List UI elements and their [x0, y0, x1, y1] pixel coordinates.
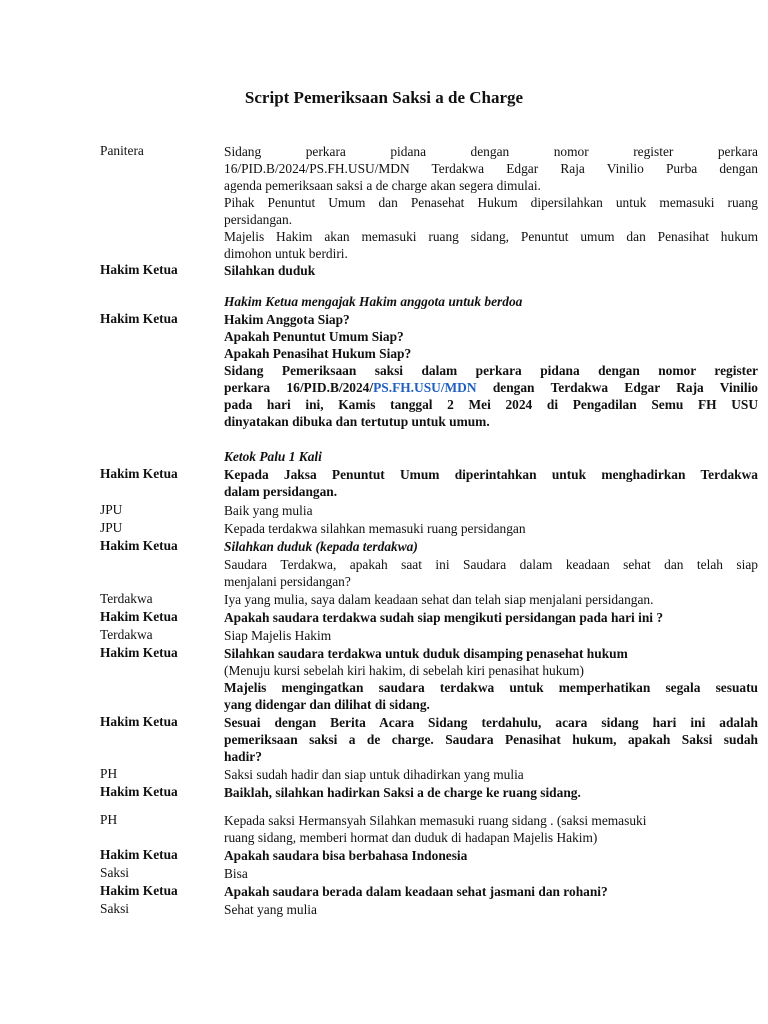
- dialogue-text: [224, 262, 758, 279]
- speaker-label: PH: [100, 766, 118, 781]
- case-number-suffix: dengan Terdakwa Edgar Raja Vinilio: [476, 380, 758, 395]
- speaker-label: Hakim Ketua: [100, 883, 178, 898]
- speaker-label: Hakim Ketua: [100, 466, 178, 481]
- case-number-link[interactable]: PS.FH.USU/MDN: [373, 380, 477, 395]
- dialogue-line: ruang sidang, memberi hormat dan duduk di hadapan Majelis Hakim): [224, 830, 598, 845]
- dialogue-text: [224, 591, 758, 608]
- speaker-label: Hakim Ketua: [100, 847, 178, 862]
- speaker-label: Hakim Ketua: [100, 262, 178, 277]
- speaker-label: PH: [100, 812, 118, 827]
- dialogue-line: Apakah saudara bisa berbahasa Indonesia: [224, 848, 468, 863]
- dialogue-text: [224, 311, 758, 430]
- dialogue-line: menjalani persidangan?: [224, 574, 351, 589]
- dialogue-text: [224, 901, 758, 918]
- speaker-label: JPU: [100, 520, 123, 535]
- dialogue-line: yang didengar dan dilihat di sidang.: [224, 697, 430, 712]
- dialogue-line: Sesuai dengan Berita Acara Sidang terdahulu, acara sidang hari ini adalah: [224, 715, 758, 730]
- dialogue-line: Pihak Penuntut Umum dan Penasehat Hukum dipersilahkan untuk memasuki ruang: [224, 195, 758, 210]
- stage-direction: [224, 293, 758, 310]
- dialogue-text: [224, 466, 758, 500]
- speaker-label: Hakim Ketua: [100, 609, 178, 624]
- speaker-label: Terdakwa: [100, 627, 153, 642]
- dialogue-text: [224, 627, 758, 644]
- dialogue-line: Siap Majelis Hakim: [224, 628, 332, 643]
- dialogue-line: Apakah Penasihat Hukum Siap?: [224, 346, 412, 361]
- dialogue-line: Silahkan saudara terdakwa untuk duduk disamping penasehat hukum: [224, 646, 628, 661]
- dialogue-line: Baiklah, silahkan hadirkan Saksi a de charge ke ruang sidang.: [224, 785, 581, 800]
- dialogue-text: [224, 784, 758, 801]
- dialogue-text: [224, 883, 758, 900]
- dialogue-line: Iya yang mulia, saya dalam keadaan sehat dan telah siap menjalani persidangan.: [224, 592, 654, 607]
- dialogue-line: Kepada terdakwa silahkan memasuki ruang persidangan: [224, 521, 526, 536]
- dialogue-line: Saudara Terdakwa, apakah saat ini Saudara dalam keadaan sehat dan telah siap: [224, 557, 758, 572]
- dialogue-text: [224, 143, 758, 262]
- dialogue-text: [224, 538, 758, 590]
- dialogue-text: [224, 520, 758, 537]
- dialogue-line: Apakah saudara berada dalam keadaan sehat jasmani dan rohani?: [224, 884, 608, 899]
- dialogue-line: Ketok Palu 1 Kali: [224, 449, 322, 464]
- document-title: Script Pemeriksaan Saksi a de Charge: [244, 88, 524, 107]
- dialogue-line: Sehat yang mulia: [224, 902, 317, 917]
- speaker-label: Panitera: [100, 143, 144, 158]
- speaker-label: Hakim Ketua: [100, 538, 178, 553]
- speaker-label: Hakim Ketua: [100, 784, 178, 799]
- dialogue-text: [224, 645, 758, 713]
- stage-direction: [224, 448, 758, 465]
- dialogue-line: Silahkan duduk: [224, 263, 316, 278]
- case-number-prefix: perkara 16/PID.B/2024/: [224, 380, 374, 395]
- speaker-label: Hakim Ketua: [100, 645, 178, 660]
- dialogue-text: [224, 502, 758, 519]
- dialogue-line: dimohon untuk berdiri.: [224, 246, 348, 261]
- dialogue-line: Kepada saksi Hermansyah Silahkan memasuki ruang sidang . (saksi memasuki: [224, 813, 647, 828]
- dialogue-line: Saksi sudah hadir dan siap untuk dihadirkan yang mulia: [224, 767, 524, 782]
- dialogue-line: Hakim Ketua mengajak Hakim anggota untuk berdoa: [224, 294, 523, 309]
- dialogue-line: Silahkan duduk (kepada terdakwa): [224, 539, 418, 554]
- dialogue-line: Baik yang mulia: [224, 503, 313, 518]
- dialogue-line: Apakah Penuntut Umum Siap?: [224, 329, 404, 344]
- dialogue-line: Majelis mengingatkan saudara terdakwa untuk memperhatikan segala sesuatu: [224, 680, 758, 695]
- dialogue-line: Sidang Pemeriksaan saksi dalam perkara pidana dengan nomor register: [224, 363, 758, 378]
- dialogue-text: [224, 812, 758, 846]
- dialogue-line: [224, 379, 758, 396]
- dialogue-text: [224, 766, 758, 783]
- dialogue-line: persidangan.: [224, 212, 293, 227]
- speaker-label: Hakim Ketua: [100, 714, 178, 729]
- dialogue-text: [224, 609, 758, 626]
- dialogue-line: hadir?: [224, 749, 262, 764]
- speaker-label: Saksi: [100, 901, 130, 916]
- dialogue-text: [224, 847, 758, 864]
- dialogue-line: pemeriksaan saksi a de charge. Saudara Penasihat hukum, apakah Saksi sudah: [224, 732, 758, 747]
- dialogue-line: 16/PID.B/2024/PS.FH.USU/MDN Terdakwa Edgar Raja Vinilio Purba dengan: [224, 161, 758, 176]
- dialogue-line: Majelis Hakim akan memasuki ruang sidang, Penuntut umum dan Penasihat hukum: [224, 229, 758, 244]
- dialogue-line: Hakim Anggota Siap?: [224, 312, 350, 327]
- speaker-label: Hakim Ketua: [100, 311, 178, 326]
- speaker-label: Saksi: [100, 865, 130, 880]
- dialogue-line: dalam persidangan.: [224, 484, 338, 499]
- speaker-label: JPU: [100, 502, 123, 517]
- dialogue-line: pada hari ini, Kamis tanggal 2 Mei 2024 di Pengadilan Semu FH USU: [224, 397, 758, 412]
- dialogue-line: Kepada Jaksa Penuntut Umum diperintahkan untuk menghadirkan Terdakwa: [224, 467, 758, 482]
- dialogue-text: [224, 865, 758, 882]
- dialogue-line: Sidang perkara pidana dengan nomor register perkara: [224, 144, 758, 159]
- dialogue-line: Bisa: [224, 866, 248, 881]
- dialogue-line: Apakah saudara terdakwa sudah siap mengikuti persidangan pada hari ini ?: [224, 610, 664, 625]
- dialogue-line: (Menuju kursi sebelah kiri hakim, di sebelah kiri penasihat hukum): [224, 663, 584, 678]
- speaker-label: Terdakwa: [100, 591, 153, 606]
- dialogue-text: [224, 714, 758, 765]
- dialogue-line: dinyatakan dibuka dan tertutup untuk umum.: [224, 414, 490, 429]
- dialogue-line: agenda pemeriksaan saksi a de charge akan segera dimulai.: [224, 178, 541, 193]
